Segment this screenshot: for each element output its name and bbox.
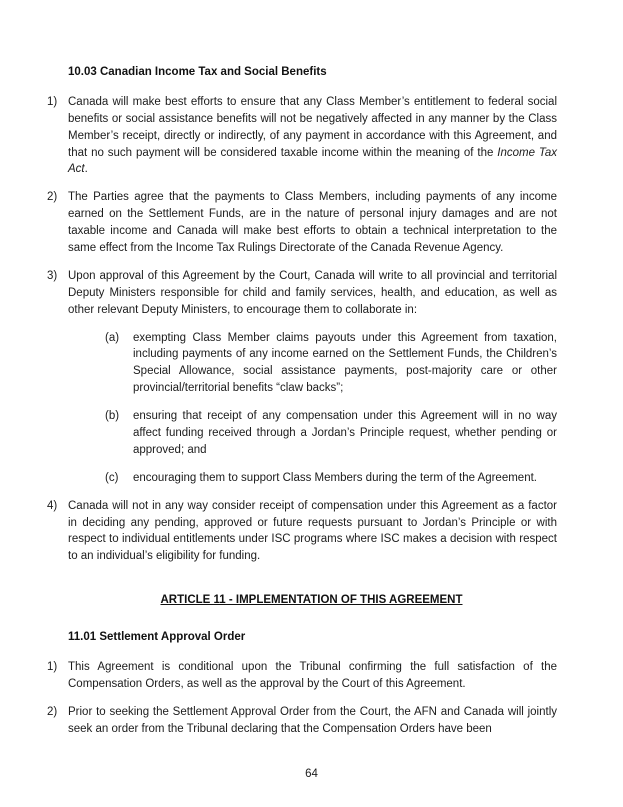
list-item-text: [68, 94, 557, 178]
list-item-text: This Agreement is conditional upon the Tribunal confirming the full satisfaction of the Compensation Orders, as well as the approval by the Court of this Agreement.: [68, 661, 557, 690]
list-item-4: [47, 498, 557, 566]
sub-item-label: (c): [105, 471, 119, 484]
sub-item-c: [105, 470, 557, 487]
sub-item-b: [105, 408, 557, 459]
sub-item-text: encouraging them to support Class Members during the term of the Agreement.: [133, 471, 537, 484]
list-item-number: 1): [47, 95, 58, 108]
sub-item-a: [105, 330, 557, 398]
list-item-text: Canada will not in any way consider receipt of compensation under this Agreement as a factor in deciding any pending, approved or future requests pursuant to Jordan’s Principle or with respect to individual entitlements under ISC programs where ISC makes a decision with respect to an individual’s eligibility for funding.: [68, 499, 557, 563]
sub-item-label: (a): [105, 331, 120, 344]
paragraph-text: Canada will make best efforts to ensure that any Class Member’s entitlement to federal social benefits or social assistance benefits will not be negatively affected in any manner by the Class Member’s receipt, directly or indirectly, of any payment in accordance with this Agreement, and that no such payment will be considered taxable income within the meaning of the: [68, 95, 557, 159]
list-item-3: [47, 268, 557, 487]
list-item-number: 2): [47, 191, 58, 204]
paragraph-text-end: .: [84, 163, 88, 176]
list-item-number: 1): [47, 661, 58, 674]
list-item-text: [68, 268, 557, 487]
sub-item-text: exempting Class Member claims payouts under this Agreement from taxation, including payments of any income earned on the Settlement Funds, the Children’s Special Allowance, social assistance payments, post-majority care or other provincial/territorial benefits “claw backs”;: [133, 331, 557, 395]
list-item-2: [47, 189, 557, 257]
sub-item-text: ensuring that receipt of any compensation under this Agreement will in no way affect funding received through a Jordan’s Principle request, whether pending or approved; and: [133, 410, 557, 456]
list-item-number: 4): [47, 499, 58, 512]
list-item-text: The Parties agree that the payments to Class Members, including payments of any income earned on the Settlement Funds, are in the nature of personal injury damages and are not taxable income and Canada will make best efforts to obtain a technical interpretation to the same effect from the Income Tax Rulings Directorate of the Canada Revenue Agency.: [68, 191, 557, 255]
article-11-heading: ARTICLE 11 - IMPLEMENTATION OF THIS AGREEMENT: [160, 594, 463, 607]
list-item-intro: Upon approval of this Agreement by the Court, Canada will write to all provincial and territorial Deputy Ministers responsible for child and family services, health, and education, as well as other relevant Deputy Ministers, to encourage them to collaborate in:: [68, 269, 557, 316]
list-item-number: 2): [47, 705, 58, 718]
section-heading-11-01: 11.01 Settlement Approval Order: [68, 631, 246, 644]
page-number: 64: [305, 768, 318, 781]
list-item-number: 3): [47, 269, 58, 282]
list-item-11-01-2: [47, 704, 557, 738]
section-heading-10-03: 10.03 Canadian Income Tax and Social Benefits: [68, 66, 327, 78]
sub-item-label: (b): [105, 410, 120, 423]
list-item-1: [47, 94, 557, 178]
list-item-text: Prior to seeking the Settlement Approval Order from the Court, the AFN and Canada will jointly seek an order from the Tribunal declaring that the Compensation Orders have been: [68, 705, 557, 735]
list-item-11-01-1: [47, 659, 557, 693]
italic-act-title: Income Tax Act: [68, 146, 557, 176]
